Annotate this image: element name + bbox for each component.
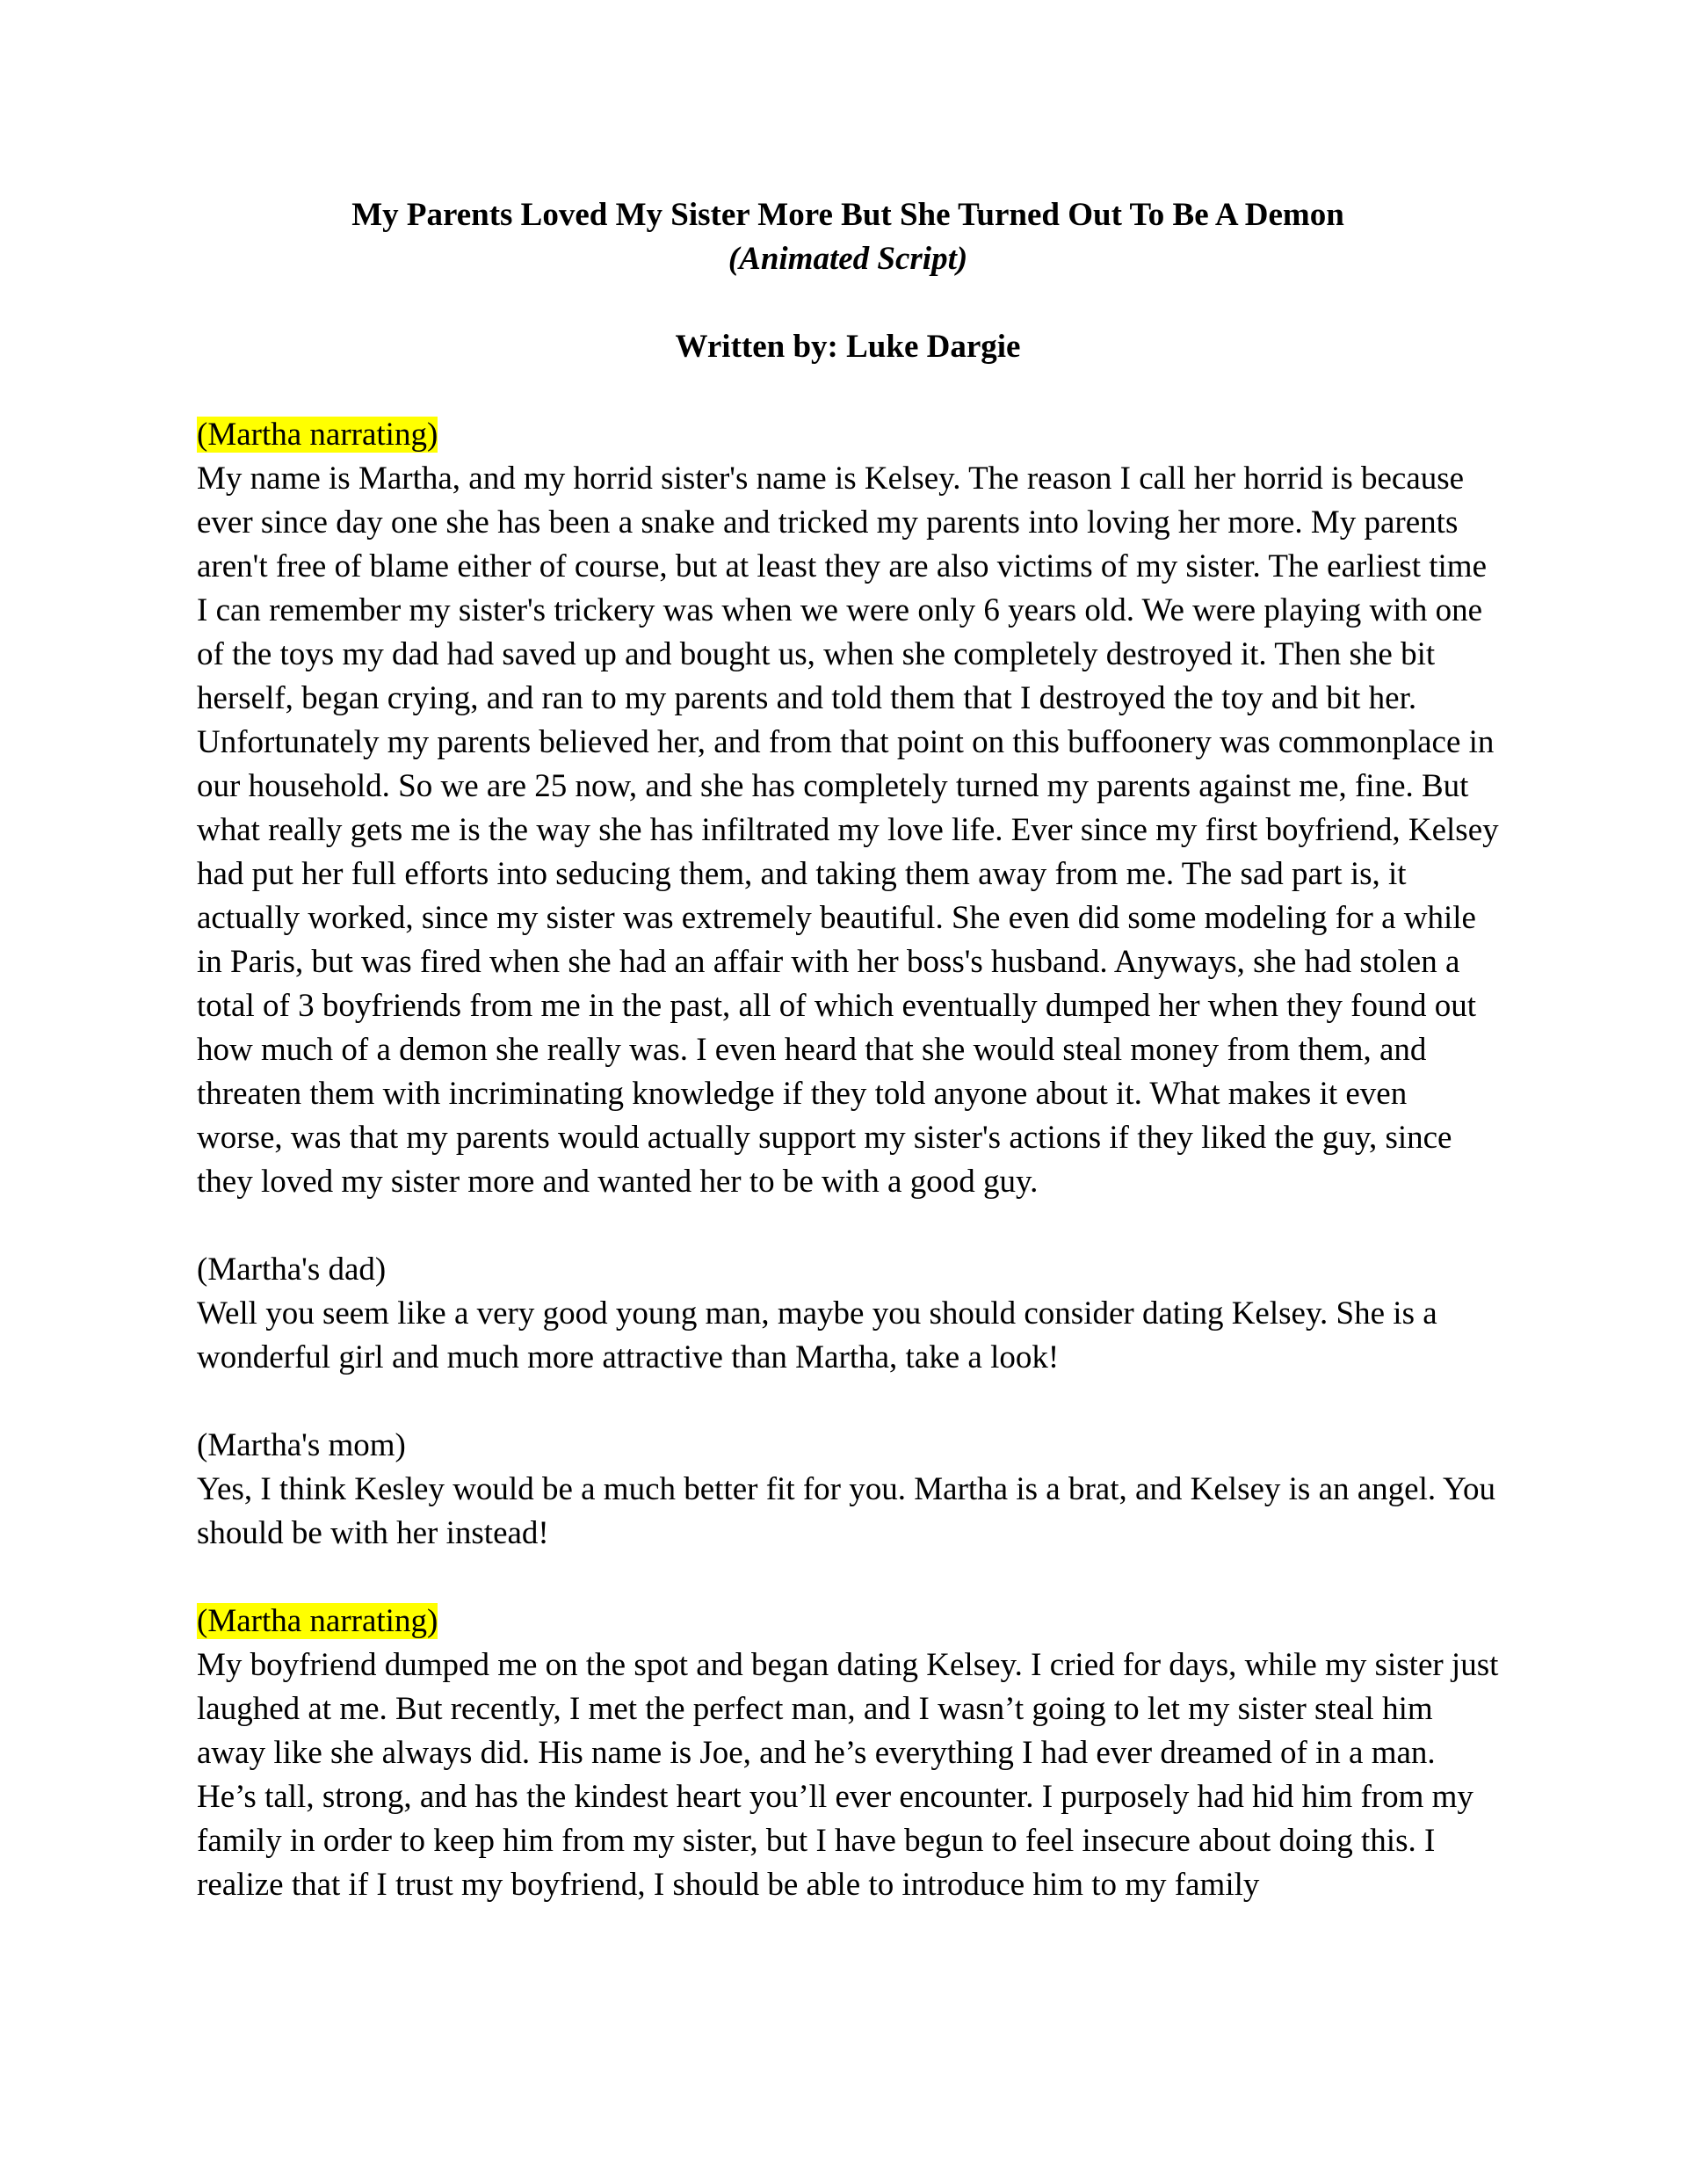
script-title: My Parents Loved My Sister More But She Turned Out To Be A Demon — [351, 197, 1344, 233]
dialogue-text: Yes, I think Kesley would be a much better fit for you. Martha is a brat, and Kelsey is an angel. You should be with her instead! — [197, 1471, 1496, 1551]
script-block-marthas-mom — [197, 1424, 1499, 1556]
script-block-marthas-dad — [197, 1248, 1499, 1380]
dialogue-text: My boyfriend dumped me on the spot and began dating Kelsey. I cried for days, while my sister just laughed at me. But recently, I met the perfect man, and I wasn’t going to let my sister steal him away like she always did. His name is Joe, and he’s everything I had ever dreamed of in a man. He’s tall, strong, and has the kindest heart you’ll ever encounter. I purposely had hid him from my family in order to keep him from my sister, but I have begun to feel insecure about doing this. I realize that if I trust my boyfriend, I should be able to introduce him to my family — [197, 1647, 1499, 1903]
script-block-martha-narrating-2 — [197, 1600, 1499, 1907]
speaker-label — [197, 413, 1499, 457]
dialogue-text: Well you seem like a very good young man, maybe you should consider dating Kelsey. She is a wonderful girl and much more attractive than Martha, take a look! — [197, 1295, 1437, 1375]
dialogue-text: My name is Martha, and my horrid sister's name is Kelsey. The reason I call her horrid is because ever since day one she has been a snake and tricked my parents into loving her more. My parents aren't free of blame either of course, but at least they are also victims of my sister. The earliest time I can remember my sister's trickery was when we were only 6 years old. We were playing with one of the toys my dad had saved up and bought us, when she completely destroyed it. Then she bit herself, began crying, and ran to my parents and told them that I destroyed the toy and bit her. Unfortunately my parents believed her, and from that point on this buffoonery was commonplace in our household. So we are 25 now, and she has completely turned my parents against me, fine. But what really gets me is the way she has infiltrated my love life. Ever since my first boyfriend, Kelsey had put her full efforts into seducing them, and taking them away from me. The sad part is, it actually worked, since my sister was extremely beautiful. She even did some modeling for a while in Paris, but was fired when she had an affair with her boss's husband. Anyways, she had stolen a total of 3 boyfriends from me in the past, all of which eventually dumped her when they found out how much of a demon she really was. I even heard that she would steal money from them, and threaten them with incriminating knowledge if they told anyone about it. What makes it even worse, was that my parents would actually support my sister's actions if they liked the guy, since they loved my sister more and wanted her to be with a good guy. — [197, 461, 1499, 1200]
speaker-label: (Martha's dad) — [197, 1252, 387, 1288]
script-subtitle: (Animated Script) — [728, 241, 968, 277]
speaker-label: (Martha's mom) — [197, 1427, 406, 1463]
highlighted-speaker: (Martha narrating) — [197, 1603, 438, 1639]
speaker-label — [197, 1600, 1499, 1643]
author-byline: Written by: Luke Dargie — [675, 329, 1021, 365]
script-body — [197, 193, 1499, 1907]
highlighted-speaker: (Martha narrating) — [197, 417, 438, 453]
script-block-martha-narrating-1 — [197, 413, 1499, 1204]
